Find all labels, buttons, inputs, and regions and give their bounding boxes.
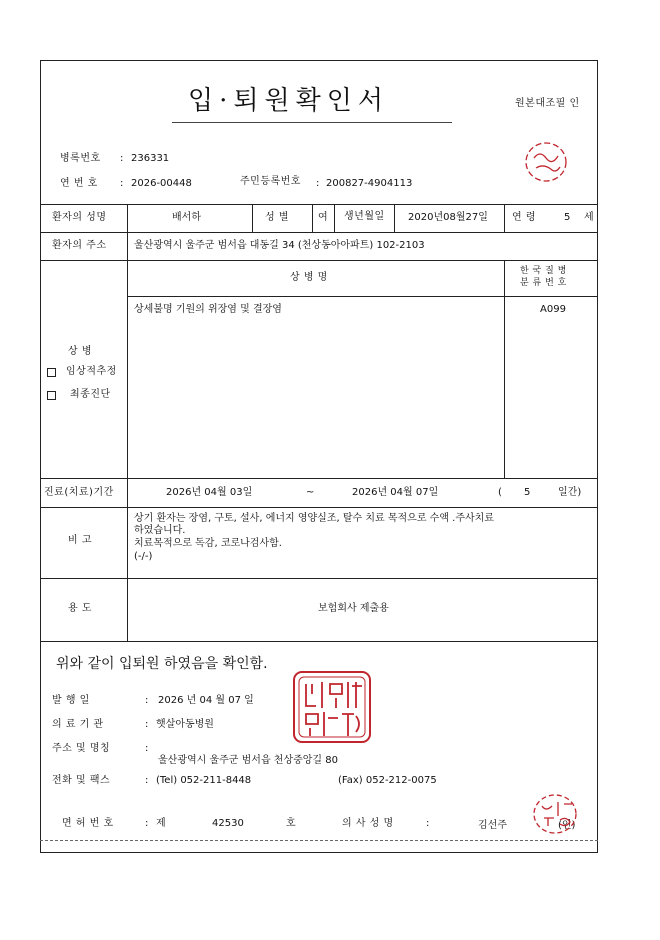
patient-no-label: 병록번호 bbox=[60, 153, 101, 164]
original-check-label: 원본대조필 인 bbox=[515, 98, 580, 109]
period-days-unit: 일간) bbox=[558, 487, 582, 498]
resident-no: 200827-4904113 bbox=[326, 178, 413, 189]
doctor-seal bbox=[532, 792, 582, 836]
final-diagnosis-label: 최종진단 bbox=[70, 389, 111, 400]
license-label: 면 허 번 호 bbox=[62, 818, 114, 829]
final-diagnosis-checkbox[interactable] bbox=[47, 391, 56, 400]
purpose-text: 보험회사 제출용 bbox=[318, 603, 389, 614]
clinical-estimate-label: 임상적추정 bbox=[66, 366, 117, 377]
age-unit: 세 bbox=[584, 212, 594, 223]
diagnosis-code: A099 bbox=[540, 304, 566, 315]
tel-number: (Tel) 052-211-8448 bbox=[156, 775, 252, 786]
patient-sex: 여 bbox=[318, 212, 328, 223]
institution-name: 햇살아동병원 bbox=[156, 719, 214, 730]
code-header-1: 한 국 질 병 bbox=[520, 266, 567, 276]
grid-line bbox=[127, 296, 598, 297]
confirm-statement: 위와 같이 입퇴원 하였음을 확인함. bbox=[56, 656, 268, 672]
grid-line bbox=[40, 232, 598, 233]
disease-section-label: 상 병 bbox=[68, 346, 92, 357]
original-check-stamp bbox=[524, 140, 572, 184]
period-days: 5 bbox=[524, 487, 531, 498]
disease-header: 상 병 명 bbox=[290, 272, 328, 283]
grid-line bbox=[252, 204, 253, 232]
patient-address: 울산광역시 울주군 범서읍 대동길 34 (천상동아아파트) 102-2103 bbox=[134, 240, 425, 251]
license-number: 42530 bbox=[212, 818, 244, 829]
resident-no-label: 주민등록번호 bbox=[240, 176, 301, 187]
remarks-label: 비 고 bbox=[68, 535, 92, 546]
license-suffix: 호 bbox=[286, 818, 296, 829]
grid-line bbox=[40, 641, 598, 642]
sex-label: 성 별 bbox=[265, 212, 289, 223]
colon: : bbox=[145, 719, 149, 730]
document-title: 입·퇴원확인서 bbox=[188, 86, 389, 116]
grid-line bbox=[504, 260, 505, 478]
issue-date: 2026 년 04 월 07 일 bbox=[158, 695, 254, 706]
period-end: 2026년 04월 07일 bbox=[352, 487, 439, 498]
colon: : bbox=[426, 818, 430, 829]
patient-birth: 2020년08월27일 bbox=[408, 212, 488, 223]
period-separator: ~ bbox=[306, 487, 315, 498]
purpose-label: 용 도 bbox=[68, 603, 92, 614]
license-prefix: 제 bbox=[156, 818, 166, 829]
code-header-2: 분 류 번 호 bbox=[520, 278, 567, 288]
title-underline bbox=[172, 122, 452, 123]
grid-line bbox=[40, 578, 598, 579]
grid-line bbox=[40, 478, 598, 479]
grid-line bbox=[312, 204, 313, 232]
hospital-seal bbox=[292, 670, 374, 746]
birth-label: 생년월일 bbox=[344, 211, 385, 222]
grid-line bbox=[40, 507, 598, 508]
period-start: 2026년 04월 03일 bbox=[166, 487, 253, 498]
colon: : bbox=[145, 775, 149, 786]
patient-name: 배서하 bbox=[172, 212, 201, 223]
fax-number: (Fax) 052-212-0075 bbox=[338, 775, 437, 786]
colon: : bbox=[120, 178, 124, 189]
patient-no: 236331 bbox=[131, 153, 170, 164]
remarks-line: 하였습니다. bbox=[134, 525, 186, 536]
colon: : bbox=[120, 153, 124, 164]
clinical-estimate-checkbox[interactable] bbox=[47, 368, 56, 377]
colon: : bbox=[145, 818, 149, 829]
grid-line bbox=[504, 204, 505, 232]
remarks-line: 상기 환자는 장염, 구토, 설사, 에너지 영양실조, 탈수 치료 목적으로 수액 .주사치료 bbox=[134, 513, 494, 524]
name-label: 환자의 성명 bbox=[52, 212, 107, 223]
institution-address: 울산광역시 울주군 범서읍 천상중앙길 80 bbox=[158, 755, 338, 766]
institution-address-label: 주소 및 명칭 bbox=[52, 743, 111, 754]
remarks-line: (-/-) bbox=[134, 551, 153, 562]
contact-label: 전화 및 팩스 bbox=[52, 775, 111, 786]
remarks-line: 치료목적으로 독감, 코로나검사함. bbox=[134, 538, 282, 549]
colon: : bbox=[316, 178, 320, 189]
age-label: 연 령 bbox=[512, 212, 536, 223]
doctor-label: 의 사 성 명 bbox=[342, 818, 394, 829]
serial-no-label: 연 번 호 bbox=[60, 178, 98, 189]
colon: : bbox=[145, 695, 149, 706]
grid-line bbox=[40, 204, 598, 205]
address-label: 환자의 주소 bbox=[52, 240, 107, 251]
doctor-seal-mark: (인) bbox=[558, 820, 576, 831]
period-label: 진료(치료)기간 bbox=[44, 487, 114, 498]
colon: : bbox=[145, 743, 149, 754]
grid-line bbox=[127, 204, 128, 641]
grid-line bbox=[394, 204, 395, 232]
patient-age: 5 bbox=[564, 212, 571, 223]
license-underline bbox=[40, 840, 598, 841]
grid-line bbox=[334, 204, 335, 232]
period-paren: ( bbox=[498, 487, 502, 498]
grid-line bbox=[40, 260, 598, 261]
diagnosis-text: 상세불명 기원의 위장염 및 결장염 bbox=[134, 304, 282, 315]
institution-label: 의 료 기 관 bbox=[52, 719, 104, 730]
issue-date-label: 발 행 일 bbox=[52, 695, 90, 706]
doctor-name: 김선주 bbox=[478, 820, 507, 831]
serial-no: 2026-00448 bbox=[131, 178, 192, 189]
